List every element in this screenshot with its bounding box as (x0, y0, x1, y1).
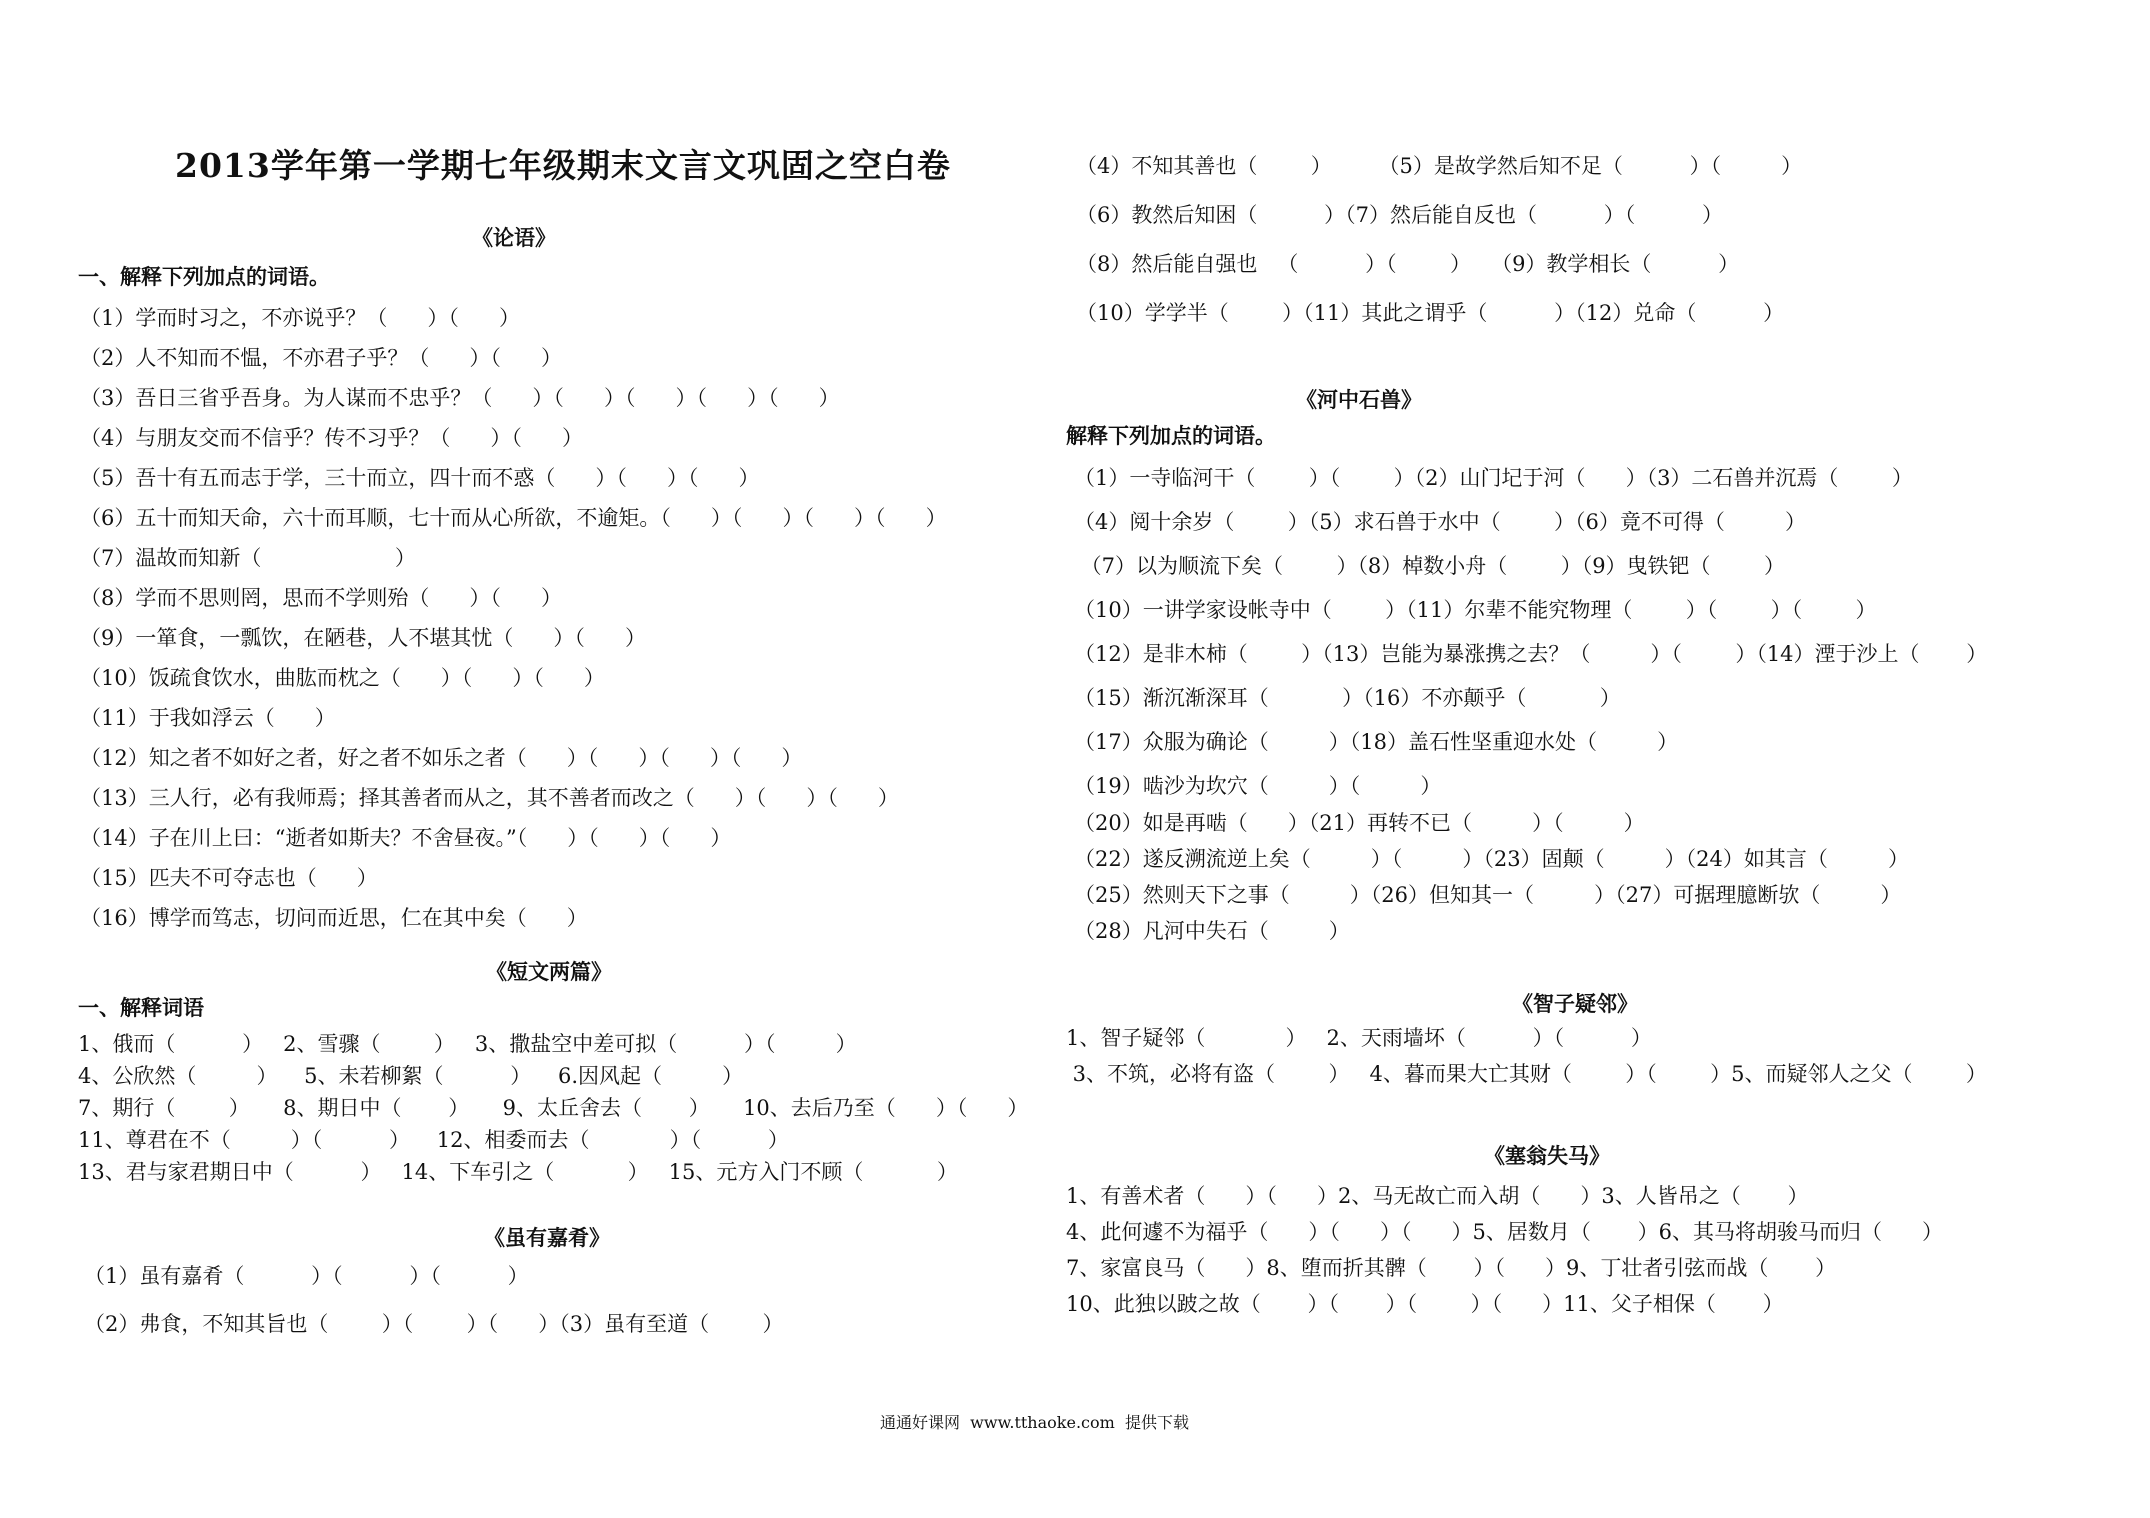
duanwen-heading: 《短文两篇》 (486, 959, 612, 984)
suiyou-line: （2）弗食，不知其旨也（ ）（ ）（ ）（3）虽有至道（ ） (84, 1312, 784, 1336)
duanwen-line: 13、君与家君期日中（ ） 14、下车引之（ ） 15、元方入门不顾（ ） (78, 1160, 958, 1184)
lunyu-line: （6）五十而知天命，六十而耳顺，七十而从心所欲，不逾矩。（ ）（ ）（ ）（ ） (80, 506, 947, 530)
duanwen-instruction: 一、解释词语 (78, 995, 204, 1020)
lunyu-line: （12）知之者不如好之者，好之者不如乐之者（ ）（ ）（ ）（ ） (80, 746, 803, 770)
hezhong-line: （4）阅十余岁（ ）（5）求石兽于水中（ ）（6）竟不可得（ ） (1074, 510, 1806, 534)
lunyu-heading: 《论语》 (472, 225, 556, 250)
hezhong-line: （20）如是再啮（ ）（21）再转不已（ ）（ ） (1074, 811, 1645, 835)
right-top-line: （8）然后能自强也 （ ）（ ） （9）教学相长（ ） (1076, 252, 1740, 276)
lunyu-line: （4）与朋友交而不信乎？传不习乎？（ ）（ ） (80, 426, 583, 450)
saiweng-line: 7、家富良马（ ）8、堕而折其髀（ ）（ ）9、丁壮者引弦而战（ ） (1066, 1256, 1837, 1280)
hezhong-line: （19）啮沙为坎穴（ ）（ ） (1074, 774, 1442, 798)
saiweng-line: 10、此独以跛之故（ ）（ ）（ ）（ ）11、父子相保（ ） (1066, 1292, 1784, 1316)
lunyu-line: （16）博学而笃志，切问而近思，仁在其中矣（ ） (80, 906, 588, 930)
zhizi-line: 1、智子疑邻（ ） 2、天雨墙坏（ ）（ ） (1066, 1026, 1652, 1050)
duanwen-line: 11、尊君在不（ ）（ ） 12、相委而去（ ）（ ） (78, 1128, 789, 1152)
lunyu-line: （15）匹夫不可夺志也（ ） (80, 866, 378, 890)
lunyu-line: （13）三人行，必有我师焉；择其善者而从之，其不善者而改之（ ）（ ）（ ） (80, 786, 899, 810)
hezhong-line: （17）众服为确论（ ）（18）盖石性坚重迎水处（ ） (1074, 730, 1679, 754)
right-top-line: （10）学学半（ ）（11）其此之谓乎（ ）（12）兑命（ ） (1076, 301, 1785, 325)
lunyu-line: （8）学而不思则罔，思而不学则殆（ ）（ ） (80, 586, 562, 610)
saiweng-heading: 《塞翁失马》 (1484, 1143, 1610, 1168)
suiyou-line: （1）虽有嘉肴（ ）（ ）（ ） (84, 1264, 529, 1288)
lunyu-line: （1）学而时习之，不亦说乎？（ ）（ ） (80, 306, 520, 330)
right-top-line: （4）不知其善也（ ） （5）是故学然后知不足（ ）（ ） (1076, 154, 1803, 178)
hezhong-line: （25）然则天下之事（ ）（26）但知其一（ ）（27）可据理臆断欤（ ） (1074, 883, 1902, 907)
lunyu-line: （7）温故而知新（ ） (80, 546, 416, 570)
right-top-line: （6）教然后知困（ ）（7）然后能自反也（ ）（ ） (1076, 203, 1723, 227)
hezhong-line: （10）一讲学家设帐寺中（ ）（11）尔辈不能究物理（ ）（ ）（ ） (1074, 598, 1877, 622)
hezhong-line: （7）以为顺流下矣（ ）（8）棹数小舟（ ）（9）曳铁钯（ ） (1074, 554, 1785, 578)
hezhong-heading: 《河中石兽》 (1296, 387, 1422, 412)
lunyu-line: （11）于我如浮云（ ） (80, 706, 336, 730)
hezhong-line: （28）凡河中失石（ ） (1074, 919, 1350, 943)
saiweng-line: 1、有善术者（ ）（ ）2、马无故亡而入胡（ ）3、人皆吊之（ ） (1066, 1184, 1809, 1208)
lunyu-line: （9）一箪食，一瓢饮，在陋巷，人不堪其忧（ ）（ ） (80, 626, 646, 650)
hezhong-line: （15）渐沉渐深耳（ ）（16）不亦颠乎（ ） (1074, 686, 1621, 710)
hezhong-line: （1）一寺临河干（ ）（ ）（2）山门圮于河（ ）（3）二石兽并沉焉（ ） (1074, 466, 1913, 490)
footer-credit: 通通好课网 www.tthaoke.com 提供下载 (880, 1413, 1189, 1432)
lunyu-line: （14）子在川上曰：“逝者如斯夫？不舍昼夜。”（ ）（ ）（ ） (80, 826, 732, 850)
lunyu-line: （3）吾日三省乎吾身。为人谋而不忠乎？（ ）（ ）（ ）（ ）（ ） (80, 386, 840, 410)
saiweng-line: 4、此何遽不为福乎（ ）（ ）（ ）5、居数月（ ）6、其马将胡骏马而归（ ） (1066, 1220, 1944, 1244)
lunyu-line: （2）人不知而不愠，不亦君子乎？（ ）（ ） (80, 346, 562, 370)
lunyu-line: （5）吾十有五而志于学，三十而立，四十而不惑（ ）（ ）（ ） (80, 466, 760, 490)
duanwen-line: 1、俄而（ ） 2、雪骤（ ） 3、撒盐空中差可拟（ ）（ ） (78, 1032, 857, 1056)
hezhong-instruction: 解释下列加点的词语。 (1066, 423, 1276, 448)
lunyu-line: （10）饭疏食饮水，曲肱而枕之（ ）（ ）（ ） (80, 666, 605, 690)
page-title: 2013学年第一学期七年级期末文言文巩固之空白卷 (175, 146, 951, 185)
hezhong-line: （12）是非木柿（ ）（13）岂能为暴涨携之去？（ ）（ ）（14）湮于沙上（ ） (1074, 642, 1988, 666)
lunyu-instruction: 一、解释下列加点的词语。 (78, 264, 330, 289)
zhizi-line: 3、不筑，必将有盗（ ） 4、暮而果大亡其财（ ）（ ）5、而疑邻人之父（ ） (1066, 1062, 1987, 1086)
duanwen-line: 4、公欣然（ ） 5、未若柳絮（ ） 6.因风起（ ） (78, 1064, 744, 1088)
zhizi-heading: 《智子疑邻》 (1512, 991, 1638, 1016)
suiyou-heading: 《虽有嘉肴》 (484, 1225, 610, 1250)
duanwen-line: 7、期行（ ） 8、期日中（ ） 9、太丘舍去（ ） 10、去后乃至（ ）（ ） (78, 1096, 1029, 1120)
hezhong-line: （22）遂反溯流逆上矣（ ）（ ）（23）固颠（ ）（24）如其言（ ） (1074, 847, 1909, 871)
